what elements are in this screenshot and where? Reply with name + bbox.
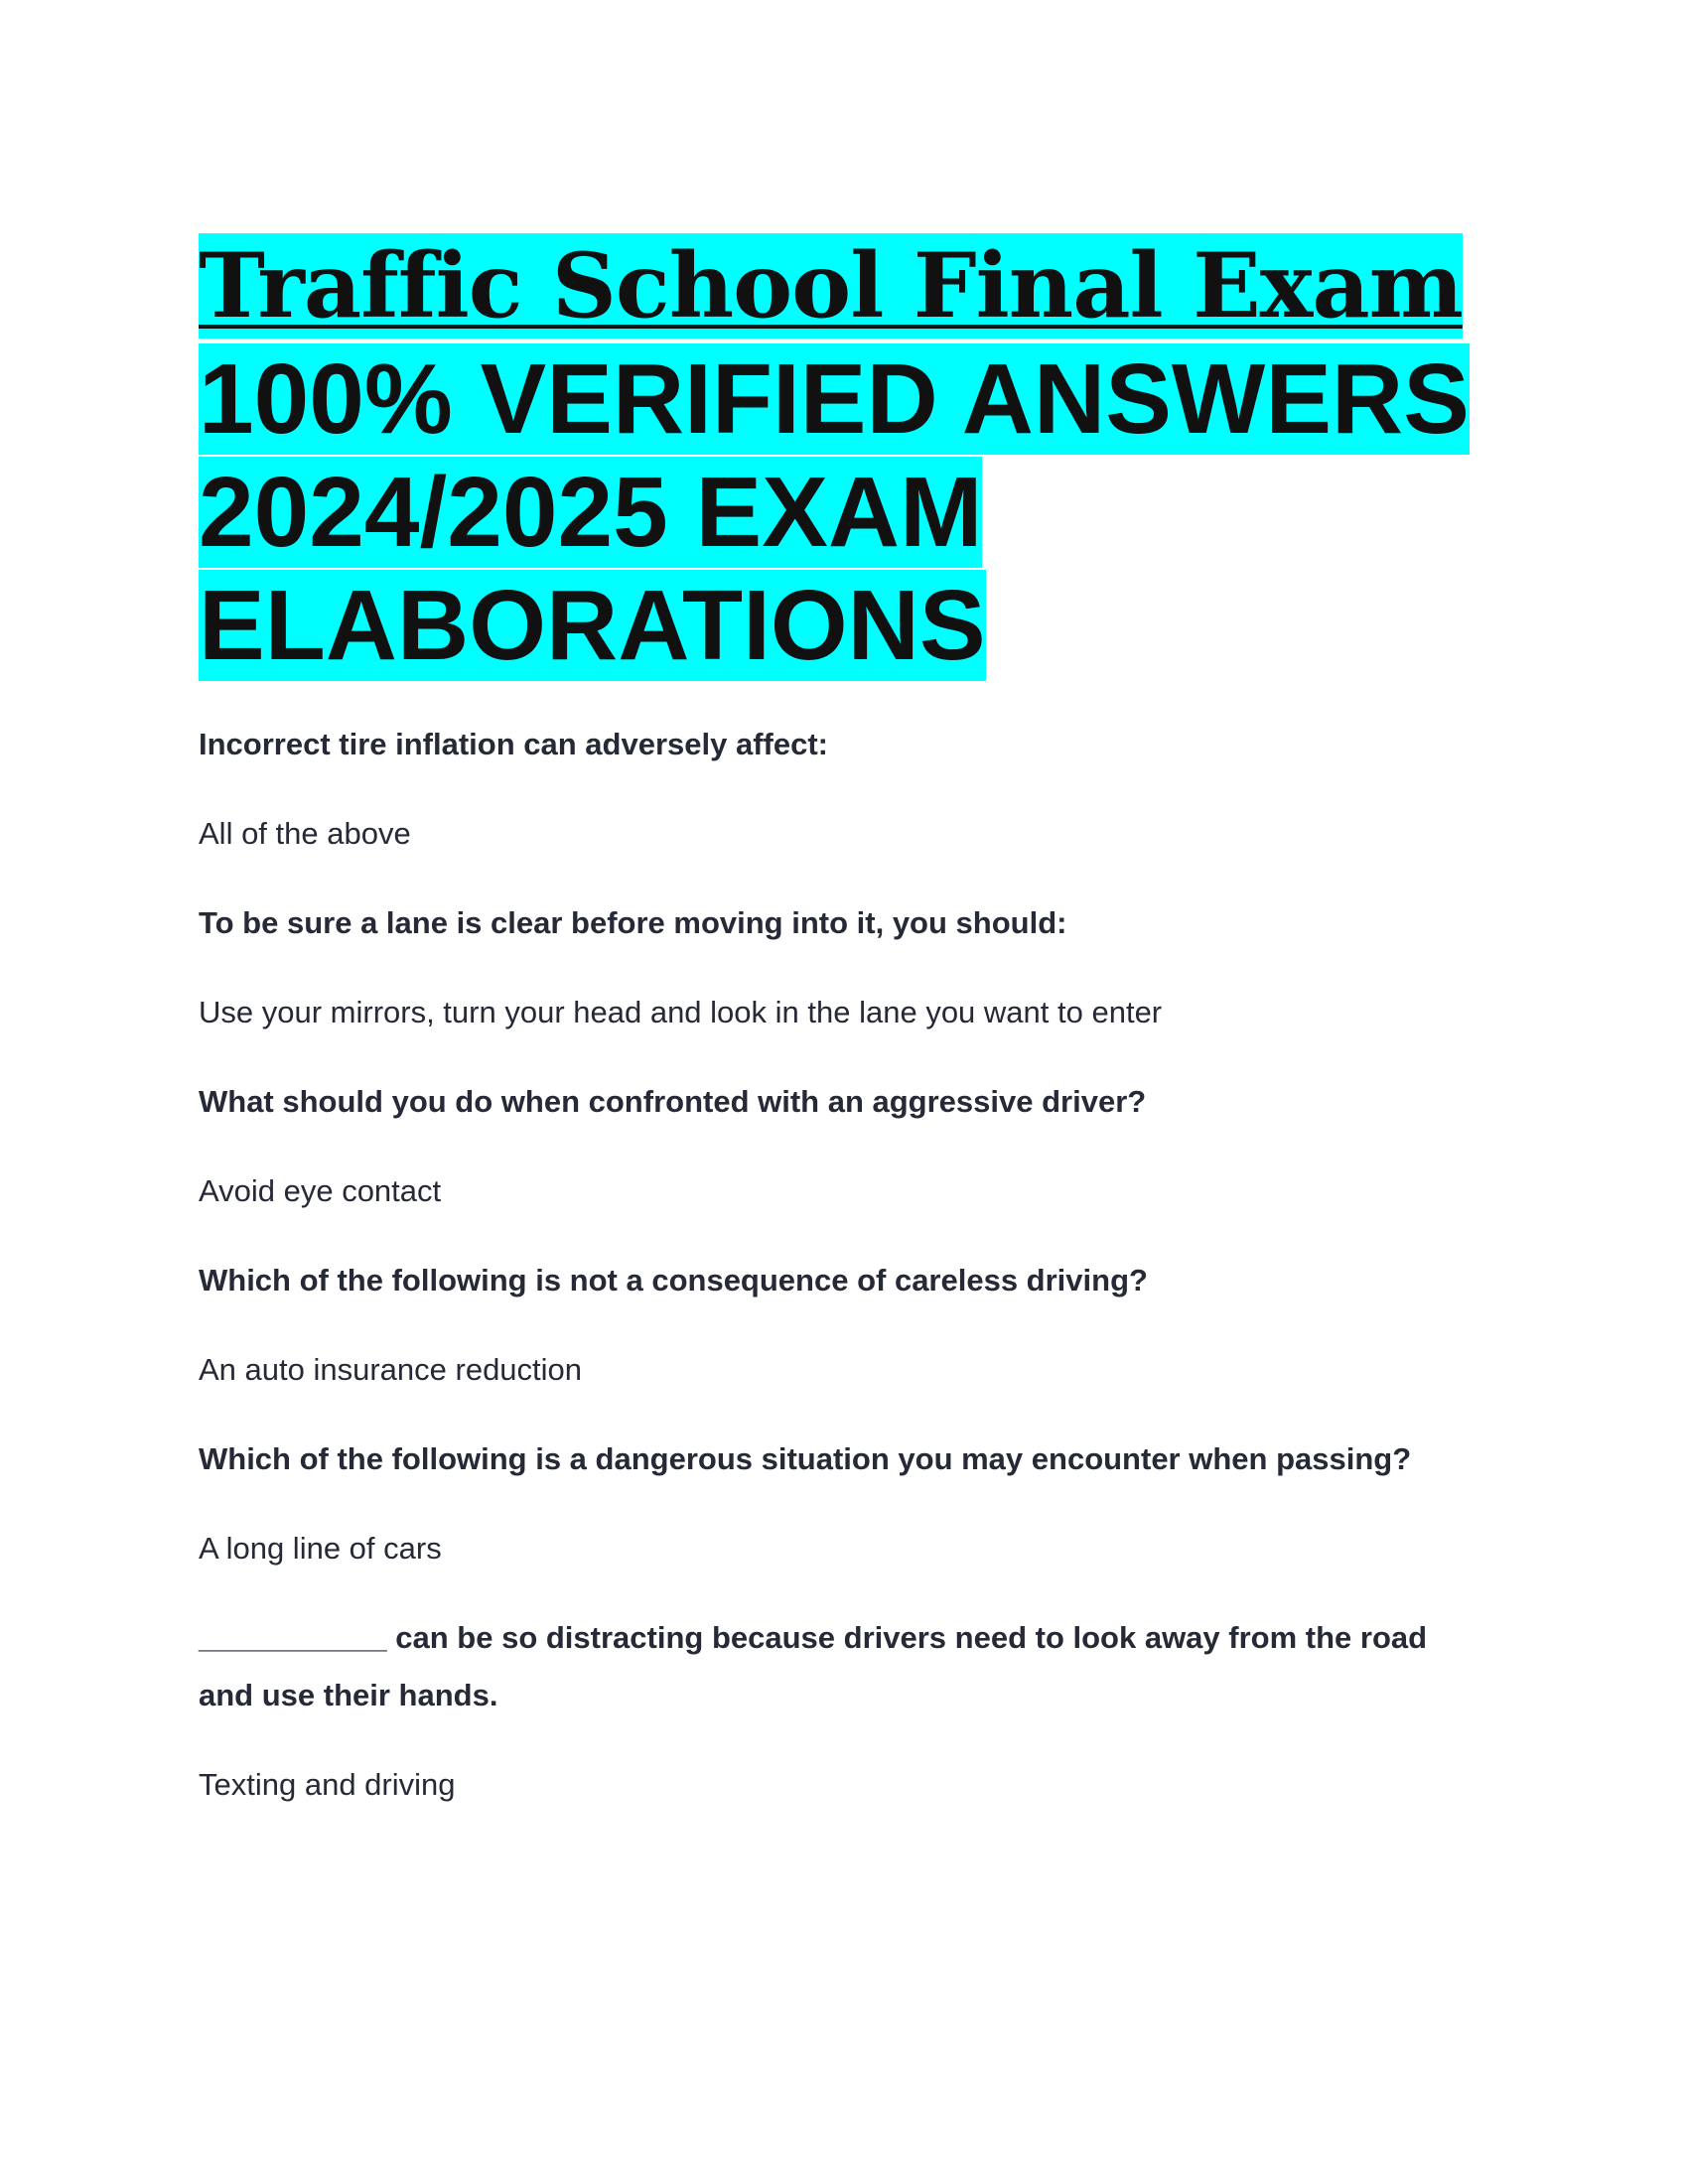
answer-2: Use your mirrors, turn your head and look in the lane you want to enter	[199, 995, 1163, 1029]
answer-4: An auto insurance reduction	[199, 1352, 583, 1387]
document-title	[199, 230, 1489, 682]
title-line-3-text: 2024/2025 EXAM	[199, 457, 983, 568]
question-3: What should you do when confronted with an aggressive driver?	[199, 1084, 1147, 1119]
answer-6: Texting and driving	[199, 1767, 456, 1802]
title-line-1-text: Traffic School Final Exam	[199, 233, 1463, 339]
title-line-3	[199, 456, 1489, 569]
title-line-4-text: ELABORATIONS	[199, 570, 986, 681]
title-line-2	[199, 342, 1489, 456]
title-line-4	[199, 569, 1489, 682]
question-2: To be sure a lane is clear before moving into it, you should:	[199, 905, 1067, 940]
answer-1: All of the above	[199, 816, 411, 851]
answer-5: A long line of cars	[199, 1531, 442, 1566]
question-6: ___________ can be so distracting because drivers need to look away from the road and use their hands.	[199, 1620, 1428, 1712]
title-line-1	[199, 230, 1489, 342]
answer-3: Avoid eye contact	[199, 1173, 442, 1208]
title-line-2-text: 100% VERIFIED ANSWERS	[199, 343, 1470, 455]
question-5: Which of the following is a dangerous situation you may encounter when passing?	[199, 1441, 1412, 1476]
qa-list	[199, 716, 1489, 1814]
question-4: Which of the following is not a consequence of careless driving?	[199, 1263, 1148, 1297]
question-1: Incorrect tire inflation can adversely affect:	[199, 727, 828, 761]
document-page	[199, 230, 1489, 1845]
